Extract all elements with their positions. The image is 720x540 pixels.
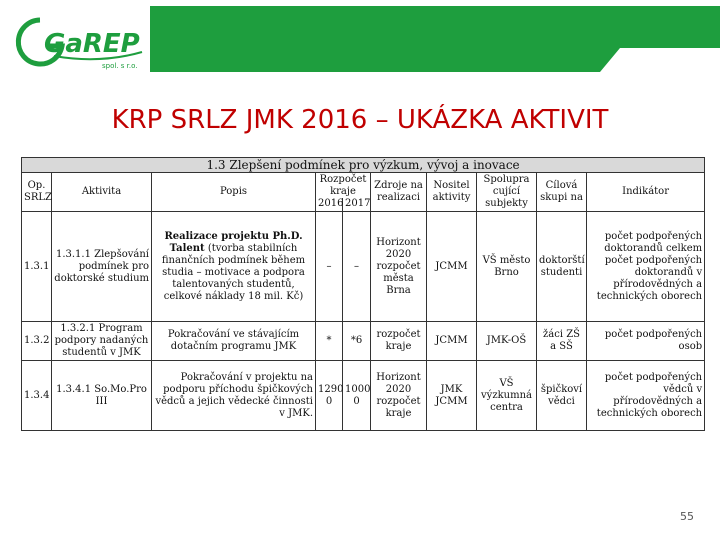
cell-popis-bold: Realizace projektu Ph.D. Talent [164,230,303,254]
logo-wordmark: GaREP [44,29,140,59]
section-title: 1.3 Zlepšení podmínek pro výzkum, vývoj a inovace [22,158,705,173]
cell-op: 1.3.2 [22,322,52,361]
table-row [22,212,705,322]
cell-spolupracujici: VŠ město Brno [477,212,537,322]
table-row [22,361,705,431]
cell-zdroje: rozpočet kraje [371,322,427,361]
cell-2016: – [316,212,343,322]
cell-indikator: počet podpořených doktorandů celkem počet podpořených doktorandů v přírodovědných a technických oborech [587,212,705,322]
cell-popis-rest: (tvorba stabilních finančních podmínek během studia – motivace a podpora talentovaných studentů, celkové náklady 18 mil. Kč) [161,242,306,302]
header-popis: Popis [152,173,316,212]
cell-nositel: JMK JCMM [427,361,477,431]
cell-zdroje: Horizont 2020 rozpočet kraje [371,361,427,431]
header-indikator: Indikátor [587,173,705,212]
cell-op: 1.3.1 [22,212,52,322]
logo-subtext: spol. s r.o. [102,62,138,70]
cell-popis [152,361,316,431]
cell-2016: 1290 0 [316,361,343,431]
cell-aktivita: 1.3.4.1 So.Mo.Pro III [52,361,152,431]
header-rozpocet-kraje: Rozpočet kraje [316,173,371,199]
cell-spolupracujici: VŠ výzkumná centra [477,361,537,431]
cell-popis-rest: Pokračování v projektu na podporu příchodu špičkových vědců a jejich vědecké činnosti v JMK. [155,371,313,419]
cell-indikator: počet podpořených vědců v přírodovědných a technických oborech [587,361,705,431]
cell-2017: *6 [343,322,371,361]
header-spolupracujici: Spolupra cující subjekty [477,173,537,212]
header-nositel: Nositel aktivity [427,173,477,212]
cell-popis-rest: Pokračování ve stávajícím dotačním programu JMK [167,329,300,352]
header-bar [0,0,720,80]
cell-op: 1.3.4 [22,361,52,431]
cell-popis [152,322,316,361]
cell-2017: – [343,212,371,322]
header-op-srlz: Op. SRLZ [22,173,52,212]
slide-title: KRP SRLZ JMK 2016 – UKÁZKA AKTIVIT [111,105,609,135]
cell-zdroje: Horizont 2020 rozpočet města Brna [371,212,427,322]
cell-2017: 1000 0 [343,361,371,431]
cell-aktivita: 1.3.1.1 Zlepšování podmínek pro doktorské studium [52,212,152,322]
header-year-2017: 2017 [343,198,371,212]
header-zdroje: Zdroje na realizaci [371,173,427,212]
cell-cilova-skupina: špičkoví vědci [537,361,587,431]
cell-nositel: JCMM [427,212,477,322]
company-logo [14,12,150,72]
page-number: 55 [680,510,694,523]
header-aktivita: Aktivita [52,173,152,212]
cell-nositel: JCMM [427,322,477,361]
cell-2016: * [316,322,343,361]
header-year-2016: 2016 [316,198,343,212]
header-cilova-skupina: Cílová skupi na [537,173,587,212]
cell-cilova-skupina: doktorští studenti [537,212,587,322]
cell-popis [152,212,316,322]
activities-table [21,157,705,431]
table-row [22,322,705,361]
cell-indikator: počet podpořených osob [587,322,705,361]
cell-aktivita: 1.3.2.1 Program podpory nadaných studentů v JMK [52,322,152,361]
cell-cilova-skupina: žáci ZŠ a SŠ [537,322,587,361]
cell-spolupracujici: JMK-OŠ [477,322,537,361]
